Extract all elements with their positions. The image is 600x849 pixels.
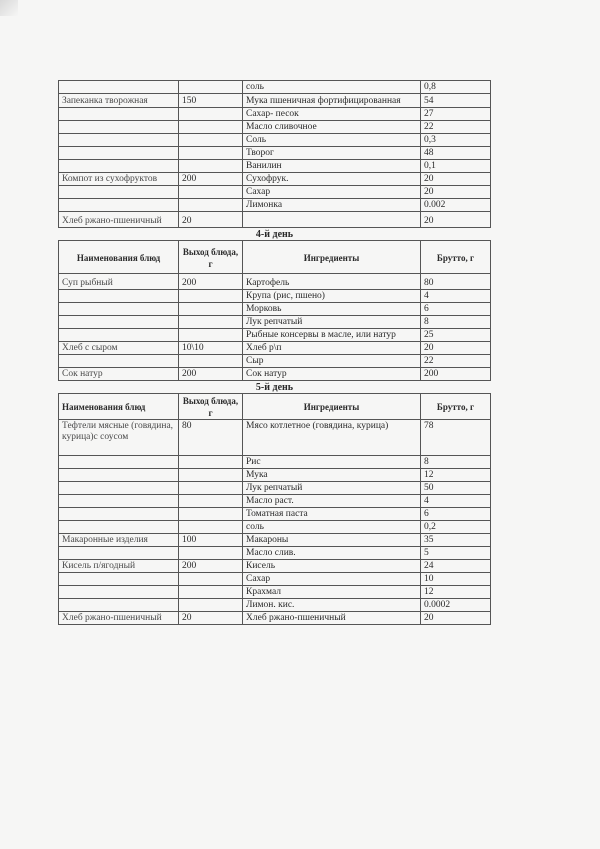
table-row xyxy=(59,586,491,599)
header-ingredient: Ингредиенты xyxy=(243,394,421,420)
table-row xyxy=(59,173,491,186)
table-row xyxy=(59,160,491,173)
yield-cell: 200 xyxy=(179,368,243,381)
yield-cell xyxy=(179,586,243,599)
table-row xyxy=(59,186,491,199)
gross-cell: 200 xyxy=(421,368,491,381)
header-row xyxy=(59,394,491,420)
gross-cell: 0,3 xyxy=(421,134,491,147)
table-row xyxy=(59,81,491,94)
ingredient-cell: Масло слив. xyxy=(243,547,421,560)
yield-cell xyxy=(179,573,243,586)
ingredient-cell: Соль xyxy=(243,134,421,147)
yield-cell xyxy=(179,482,243,495)
ingredient-cell: Лук репчатый xyxy=(243,482,421,495)
yield-cell xyxy=(179,469,243,482)
yield-cell xyxy=(179,134,243,147)
ingredient-cell: Мука xyxy=(243,469,421,482)
ingredient-cell: Картофель xyxy=(243,274,421,290)
gross-cell: 5 xyxy=(421,547,491,560)
table-row xyxy=(59,108,491,121)
yield-cell xyxy=(179,147,243,160)
table-row xyxy=(59,495,491,508)
header-yield: Выход блюда, г xyxy=(179,394,243,420)
day-4-rows xyxy=(59,274,491,381)
dish-cell: Хлеб ржано-пшеничный xyxy=(59,212,179,228)
gross-cell: 25 xyxy=(421,329,491,342)
dish-cell xyxy=(59,355,179,368)
gross-cell: 48 xyxy=(421,147,491,160)
ingredient-cell: Кисель xyxy=(243,560,421,573)
yield-cell xyxy=(179,495,243,508)
table-row xyxy=(59,355,491,368)
table-row xyxy=(59,368,491,381)
header-row xyxy=(59,241,491,274)
gross-cell: 6 xyxy=(421,303,491,316)
gross-cell: 27 xyxy=(421,108,491,121)
ingredient-cell: Лимонка xyxy=(243,199,421,212)
table-row xyxy=(59,199,491,212)
yield-cell xyxy=(179,186,243,199)
gross-cell: 8 xyxy=(421,456,491,469)
ingredient-cell: Крупа (рис, пшено) xyxy=(243,290,421,303)
ingredient-cell xyxy=(243,212,421,228)
gross-cell: 20 xyxy=(421,212,491,228)
dish-cell: Компот из сухофруктов xyxy=(59,173,179,186)
ingredient-cell: Крахмал xyxy=(243,586,421,599)
ingredient-cell: Ванилин xyxy=(243,160,421,173)
yield-cell xyxy=(179,456,243,469)
table-row xyxy=(59,482,491,495)
ingredient-cell: Лук репчатый xyxy=(243,316,421,329)
dish-cell xyxy=(59,547,179,560)
table-row xyxy=(59,303,491,316)
yield-cell xyxy=(179,508,243,521)
ingredient-cell: Творог xyxy=(243,147,421,160)
yield-cell xyxy=(179,355,243,368)
gross-cell: 35 xyxy=(421,534,491,547)
dish-cell xyxy=(59,186,179,199)
gross-cell: 8 xyxy=(421,316,491,329)
ingredient-cell: Морковь xyxy=(243,303,421,316)
dish-cell xyxy=(59,290,179,303)
table-row xyxy=(59,94,491,108)
ingredient-cell: Масло раст. xyxy=(243,495,421,508)
yield-cell xyxy=(179,108,243,121)
dish-cell xyxy=(59,573,179,586)
ingredient-cell: Рис xyxy=(243,456,421,469)
yield-cell xyxy=(179,160,243,173)
yield-cell xyxy=(179,303,243,316)
yield-cell xyxy=(179,199,243,212)
table-row xyxy=(59,521,491,534)
yield-cell: 80 xyxy=(179,420,243,456)
ingredient-cell: Сухофрук. xyxy=(243,173,421,186)
dish-cell xyxy=(59,508,179,521)
yield-cell xyxy=(179,547,243,560)
yield-cell: 10\10 xyxy=(179,342,243,355)
gross-cell: 20 xyxy=(421,342,491,355)
scan-edge xyxy=(0,0,18,16)
table-row xyxy=(59,508,491,521)
dish-cell xyxy=(59,147,179,160)
yield-cell: 150 xyxy=(179,94,243,108)
table-row xyxy=(59,329,491,342)
gross-cell: 4 xyxy=(421,290,491,303)
gross-cell: 0,2 xyxy=(421,521,491,534)
yield-cell xyxy=(179,81,243,94)
gross-cell: 22 xyxy=(421,121,491,134)
dish-cell xyxy=(59,160,179,173)
dish-cell xyxy=(59,599,179,612)
ingredient-cell: Сахар xyxy=(243,186,421,199)
dish-cell xyxy=(59,456,179,469)
ingredient-cell: соль xyxy=(243,81,421,94)
dish-cell xyxy=(59,303,179,316)
ingredient-cell: Масло сливочное xyxy=(243,121,421,134)
dish-cell xyxy=(59,329,179,342)
dish-cell xyxy=(59,521,179,534)
gross-cell: 20 xyxy=(421,612,491,625)
gross-cell: 80 xyxy=(421,274,491,290)
yield-cell xyxy=(179,290,243,303)
gross-cell: 20 xyxy=(421,186,491,199)
table-row xyxy=(59,134,491,147)
dish-cell xyxy=(59,469,179,482)
header-ingredient: Ингредиенты xyxy=(243,241,421,274)
table-row xyxy=(59,599,491,612)
ingredient-cell: Мука пшеничная фортифицированная xyxy=(243,94,421,108)
header-dish: Наименования блюд xyxy=(59,241,179,274)
dish-cell: Тефтели мясные (говядина, курица)с соусом xyxy=(59,420,179,456)
table-row xyxy=(59,316,491,329)
table-row xyxy=(59,534,491,547)
ingredient-cell: Сыр xyxy=(243,355,421,368)
gross-cell: 20 xyxy=(421,173,491,186)
ingredient-cell: Сахар xyxy=(243,573,421,586)
table-row xyxy=(59,420,491,456)
gross-cell: 24 xyxy=(421,560,491,573)
yield-cell: 20 xyxy=(179,212,243,228)
table-row xyxy=(59,212,491,228)
header-gross: Брутто, г xyxy=(421,394,491,420)
gross-cell: 12 xyxy=(421,469,491,482)
dish-cell: Хлеб ржано-пшеничный xyxy=(59,612,179,625)
table-row xyxy=(59,612,491,625)
table-row xyxy=(59,573,491,586)
dish-cell xyxy=(59,495,179,508)
ingredient-cell: соль xyxy=(243,521,421,534)
dish-cell xyxy=(59,81,179,94)
gross-cell: 0,8 xyxy=(421,81,491,94)
yield-cell: 100 xyxy=(179,534,243,547)
day-title-row xyxy=(59,381,491,394)
yield-cell xyxy=(179,329,243,342)
ingredient-cell: Лимон. кис. xyxy=(243,599,421,612)
dish-cell: Макаронные изделия xyxy=(59,534,179,547)
gross-cell: 22 xyxy=(421,355,491,368)
day-4-section xyxy=(59,228,491,274)
header-yield: Выход блюда, г xyxy=(179,241,243,274)
yield-cell: 20 xyxy=(179,612,243,625)
dish-cell xyxy=(59,482,179,495)
ingredient-cell: Сок натур xyxy=(243,368,421,381)
ingredient-cell: Сахар- песок xyxy=(243,108,421,121)
dish-cell xyxy=(59,121,179,134)
ingredient-cell: Мясо котлетное (говядина, курица) xyxy=(243,420,421,456)
gross-cell: 50 xyxy=(421,482,491,495)
dish-cell: Кисель п/ягодный xyxy=(59,560,179,573)
gross-cell: 10 xyxy=(421,573,491,586)
day-title-row xyxy=(59,228,491,241)
day-4-title: 4-й день xyxy=(255,229,294,240)
ingredient-cell: Хлеб р\п xyxy=(243,342,421,355)
menu-table xyxy=(58,80,491,625)
header-dish: Наименования блюд xyxy=(59,394,179,420)
dish-cell: Суп рыбный xyxy=(59,274,179,290)
gross-cell: 78 xyxy=(421,420,491,456)
yield-cell: 200 xyxy=(179,173,243,186)
ingredient-cell: Хлеб ржано-пшеничный xyxy=(243,612,421,625)
gross-cell: 0,1 xyxy=(421,160,491,173)
table-row xyxy=(59,121,491,134)
dish-cell xyxy=(59,199,179,212)
gross-cell: 6 xyxy=(421,508,491,521)
yield-cell: 200 xyxy=(179,560,243,573)
dish-cell xyxy=(59,316,179,329)
ingredient-cell: Макароны xyxy=(243,534,421,547)
gross-cell: 0.002 xyxy=(421,199,491,212)
menu-sheet xyxy=(58,80,490,625)
table-row xyxy=(59,456,491,469)
dish-cell: Хлеб с сыром xyxy=(59,342,179,355)
day-5-rows xyxy=(59,420,491,625)
dish-cell: Запеканка творожная xyxy=(59,94,179,108)
table-row xyxy=(59,290,491,303)
yield-cell xyxy=(179,521,243,534)
table-row xyxy=(59,147,491,160)
gross-cell: 12 xyxy=(421,586,491,599)
gross-cell: 4 xyxy=(421,495,491,508)
table-row xyxy=(59,469,491,482)
table-row xyxy=(59,274,491,290)
day-5-title: 5-й день xyxy=(255,382,294,393)
table-row xyxy=(59,560,491,573)
table-top-rows xyxy=(59,81,491,228)
dish-cell xyxy=(59,134,179,147)
table-row xyxy=(59,342,491,355)
gross-cell: 0.0002 xyxy=(421,599,491,612)
dish-cell: Сок натур xyxy=(59,368,179,381)
header-gross: Брутто, г xyxy=(421,241,491,274)
day-5-section xyxy=(59,381,491,420)
dish-cell xyxy=(59,108,179,121)
yield-cell xyxy=(179,316,243,329)
ingredient-cell: Рыбные консервы в масле, или натур xyxy=(243,329,421,342)
gross-cell: 54 xyxy=(421,94,491,108)
dish-cell xyxy=(59,586,179,599)
ingredient-cell: Томатная паста xyxy=(243,508,421,521)
yield-cell xyxy=(179,599,243,612)
yield-cell xyxy=(179,121,243,134)
yield-cell: 200 xyxy=(179,274,243,290)
table-row xyxy=(59,547,491,560)
